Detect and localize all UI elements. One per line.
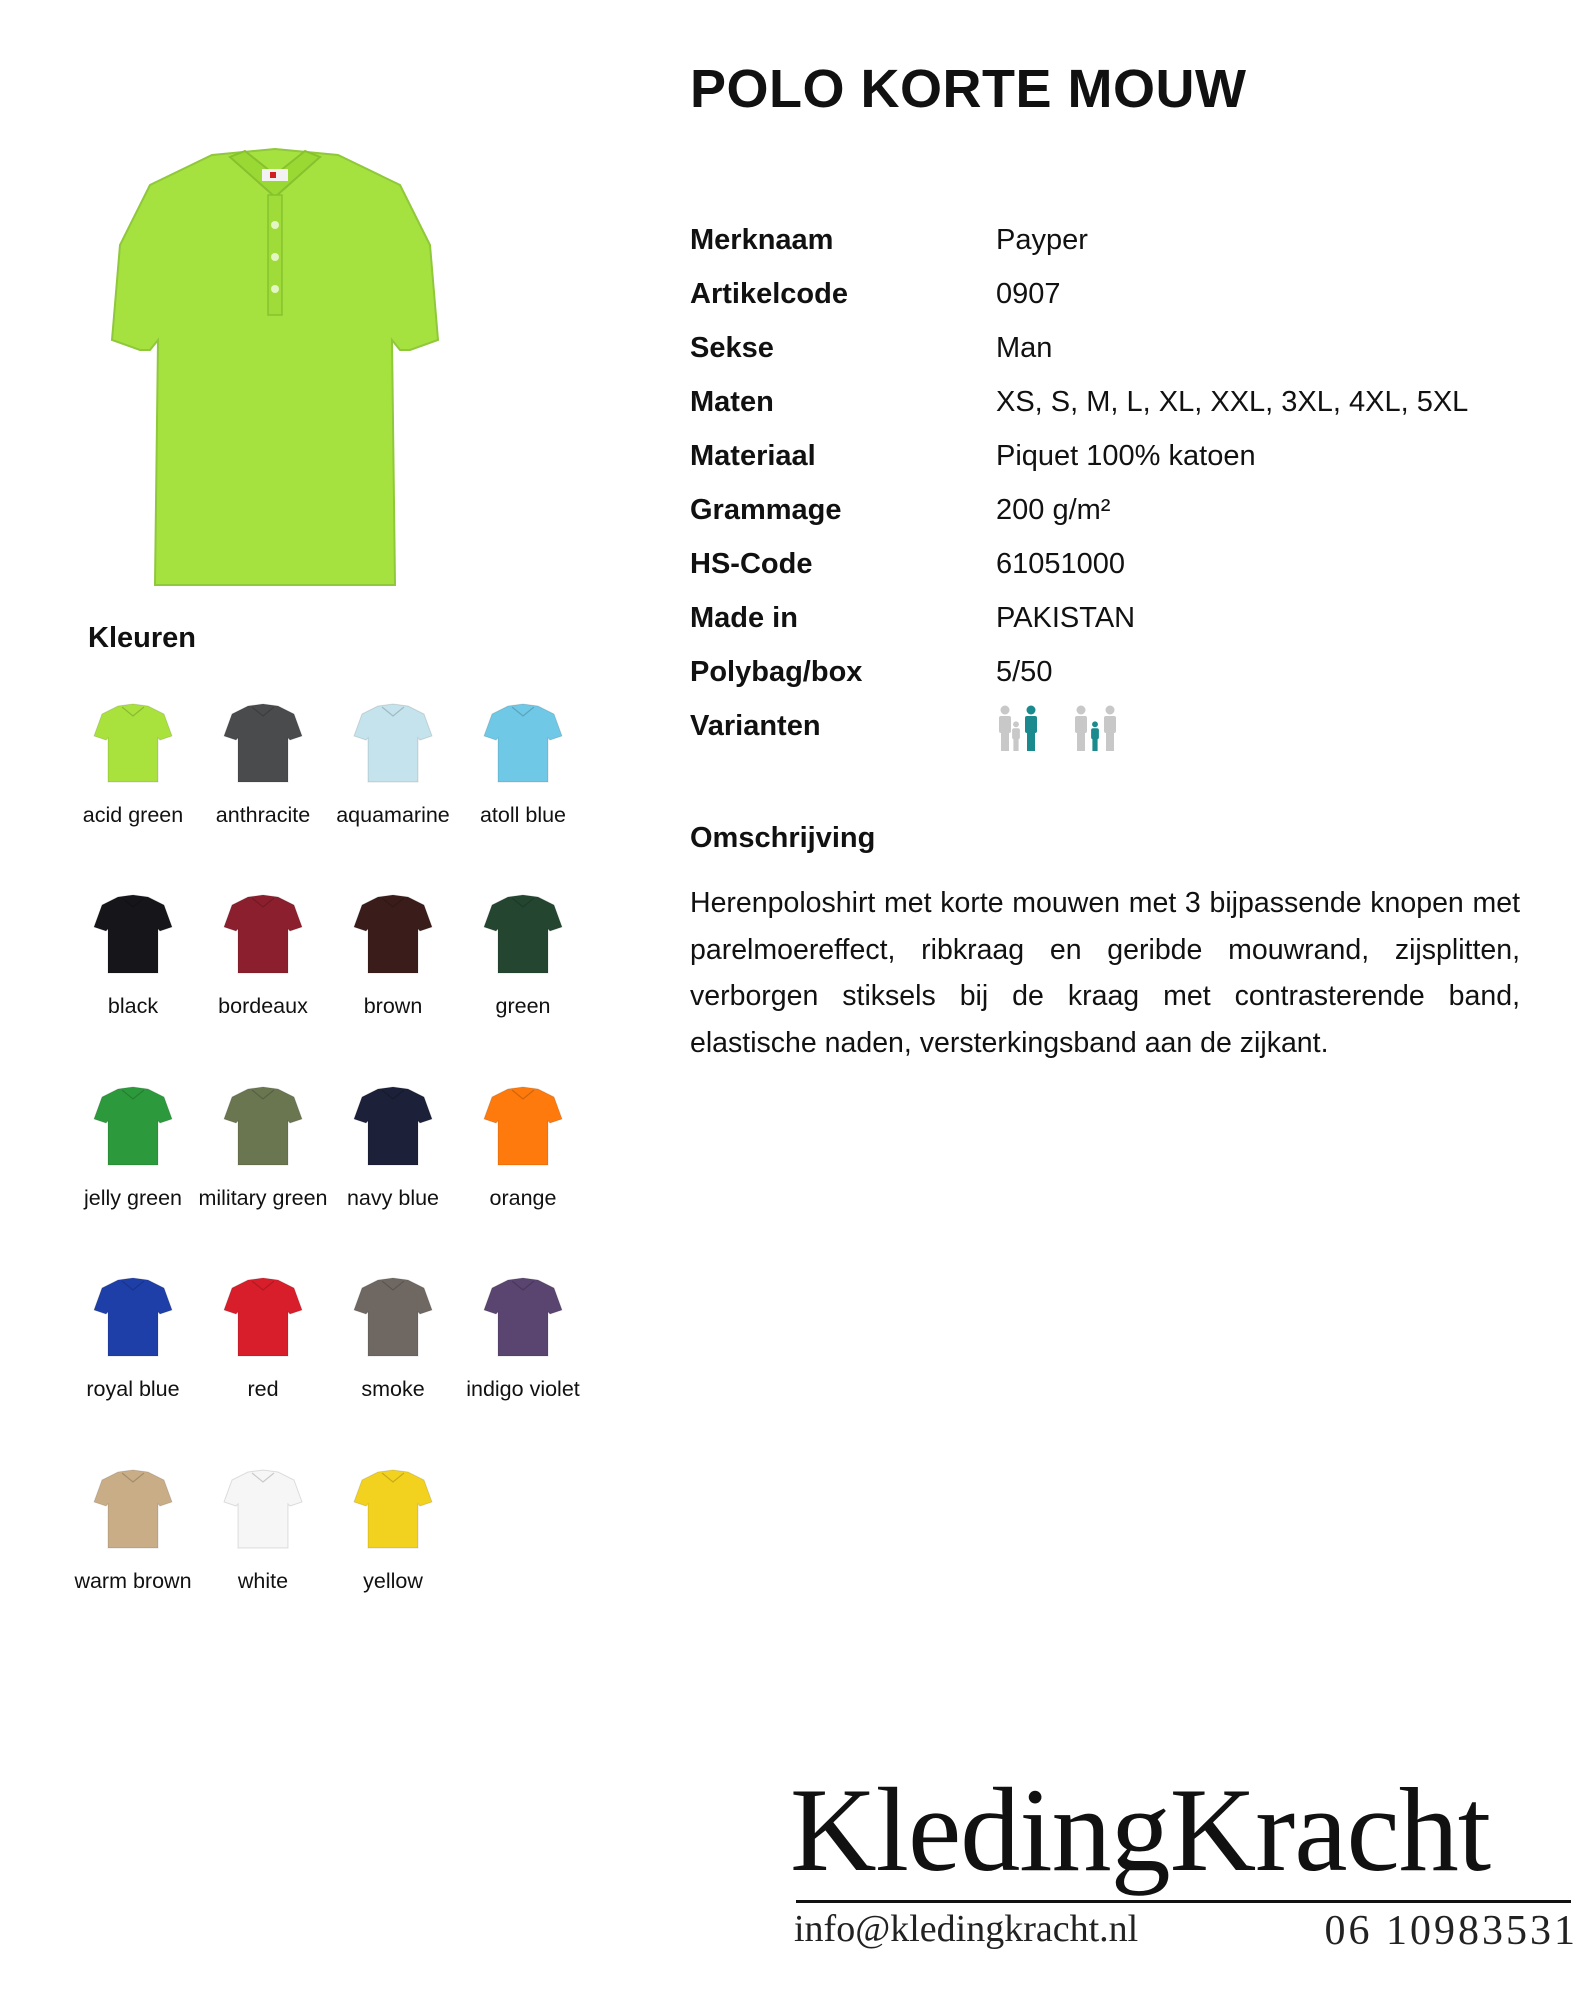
color-label: smoke xyxy=(361,1377,425,1401)
color-swatch xyxy=(458,1272,588,1404)
polo-shirt-icon xyxy=(348,1272,438,1362)
spec-value: Man xyxy=(996,331,1053,364)
spec-value: 0907 xyxy=(996,277,1061,310)
color-label: anthracite xyxy=(215,803,311,827)
color-label: indigo violet xyxy=(466,1377,580,1401)
spec-value: XS, S, M, L, XL, XXL, 3XL, 4XL, 5XL xyxy=(996,385,1469,418)
spec-label: Varianten xyxy=(690,709,821,742)
page-title: POLO KORTE MOUW xyxy=(690,59,1247,119)
polo-shirt-icon xyxy=(88,889,178,979)
color-label: atoll blue xyxy=(479,803,567,827)
spec-row xyxy=(690,699,1550,753)
polo-shirt-icon xyxy=(218,1464,308,1554)
spec-table xyxy=(690,213,1550,753)
spec-row xyxy=(690,645,1550,699)
company-logo xyxy=(790,1765,1580,1955)
polo-shirt-icon xyxy=(478,1081,568,1171)
polo-shirt-icon xyxy=(348,889,438,979)
color-swatch xyxy=(198,1272,328,1404)
color-label: warm brown xyxy=(74,1569,192,1593)
polo-shirt-icon xyxy=(88,1272,178,1362)
color-swatch xyxy=(198,1464,328,1596)
color-swatch xyxy=(68,889,198,1021)
color-swatch xyxy=(328,698,458,830)
color-swatch xyxy=(328,889,458,1021)
spec-label: Polybag/box xyxy=(690,655,863,688)
logo-wordmark: KledingKracht xyxy=(790,1763,1491,1896)
spec-label: Merknaam xyxy=(690,223,834,256)
color-label: bordeaux xyxy=(218,994,308,1018)
spec-row xyxy=(690,321,1550,375)
color-label: brown xyxy=(363,994,423,1018)
color-swatch xyxy=(198,889,328,1021)
spec-row xyxy=(690,483,1550,537)
spec-row xyxy=(690,537,1550,591)
family-woman-icon xyxy=(996,701,1046,751)
spec-row xyxy=(690,213,1550,267)
color-swatch xyxy=(198,1081,328,1213)
color-label: military green xyxy=(198,1186,328,1210)
spec-row xyxy=(690,267,1550,321)
spec-row xyxy=(690,591,1550,645)
polo-shirt-icon xyxy=(348,1081,438,1171)
spec-label: Artikelcode xyxy=(690,277,848,310)
color-label: green xyxy=(495,994,551,1018)
spec-value: Payper xyxy=(996,223,1088,256)
color-label: royal blue xyxy=(86,1377,180,1401)
spec-row xyxy=(690,375,1550,429)
color-label: jelly green xyxy=(84,1186,182,1210)
description-text: Herenpoloshirt met korte mouwen met 3 bijpassende knopen met parelmoereffect, ribkraag en geribde mouwrand, zijsplitten, verborgen stiksels bij de kraag met contrasterende band, elastische naden, versterkingsband aan de zijkant. xyxy=(690,887,1520,1059)
color-swatch xyxy=(328,1081,458,1213)
polo-shirt-icon xyxy=(478,698,568,788)
polo-shirt-icon xyxy=(218,1272,308,1362)
spec-label: HS-Code xyxy=(690,547,813,580)
color-label: acid green xyxy=(82,803,184,827)
spec-value: 200 g/m² xyxy=(996,493,1111,526)
spec-value xyxy=(996,701,1550,751)
polo-shirt-icon xyxy=(88,1464,178,1554)
polo-shirt-icon xyxy=(348,1464,438,1554)
color-label: black xyxy=(107,994,159,1018)
spec-value: 5/50 xyxy=(996,655,1053,688)
polo-shirt-icon xyxy=(478,1272,568,1362)
logo-divider xyxy=(796,1900,1571,1903)
spec-row xyxy=(690,429,1550,483)
polo-shirt-icon xyxy=(478,889,568,979)
color-label: navy blue xyxy=(346,1186,440,1210)
colors-title: Kleuren xyxy=(88,622,196,654)
color-label: yellow xyxy=(363,1569,423,1593)
polo-shirt-icon xyxy=(348,698,438,788)
family-child-icon xyxy=(1072,701,1122,751)
polo-shirt-icon xyxy=(218,1081,308,1171)
description-title: Omschrijving xyxy=(690,822,876,854)
contact-email: info@kledingkracht.nl xyxy=(794,1908,1139,1950)
spec-label: Maten xyxy=(690,385,774,418)
color-swatch xyxy=(68,1464,198,1596)
color-swatch xyxy=(458,1081,588,1213)
color-label: white xyxy=(237,1569,289,1593)
polo-shirt-icon xyxy=(218,698,308,788)
color-label: aquamarine xyxy=(336,803,450,827)
spec-label: Sekse xyxy=(690,331,774,364)
polo-shirt-icon xyxy=(88,698,178,788)
color-label: orange xyxy=(489,1186,557,1210)
color-swatch xyxy=(68,1272,198,1404)
color-label: red xyxy=(247,1377,279,1401)
color-swatch xyxy=(328,1272,458,1404)
color-swatch xyxy=(458,698,588,830)
color-swatch xyxy=(68,698,198,830)
spec-value: 61051000 xyxy=(996,547,1126,580)
main-product-image xyxy=(100,145,450,590)
polo-shirt-icon xyxy=(88,1081,178,1171)
spec-label: Grammage xyxy=(690,493,842,526)
color-swatch xyxy=(198,698,328,830)
spec-label: Made in xyxy=(690,601,798,634)
color-swatch xyxy=(328,1464,458,1596)
polo-shirt-icon xyxy=(218,889,308,979)
contact-phone: 06 10983531 xyxy=(1324,1908,1578,1954)
color-swatch xyxy=(458,889,588,1021)
color-swatch xyxy=(68,1081,198,1213)
spec-value: PAKISTAN xyxy=(996,601,1136,634)
spec-value: Piquet 100% katoen xyxy=(996,439,1256,472)
spec-label: Materiaal xyxy=(690,439,816,472)
